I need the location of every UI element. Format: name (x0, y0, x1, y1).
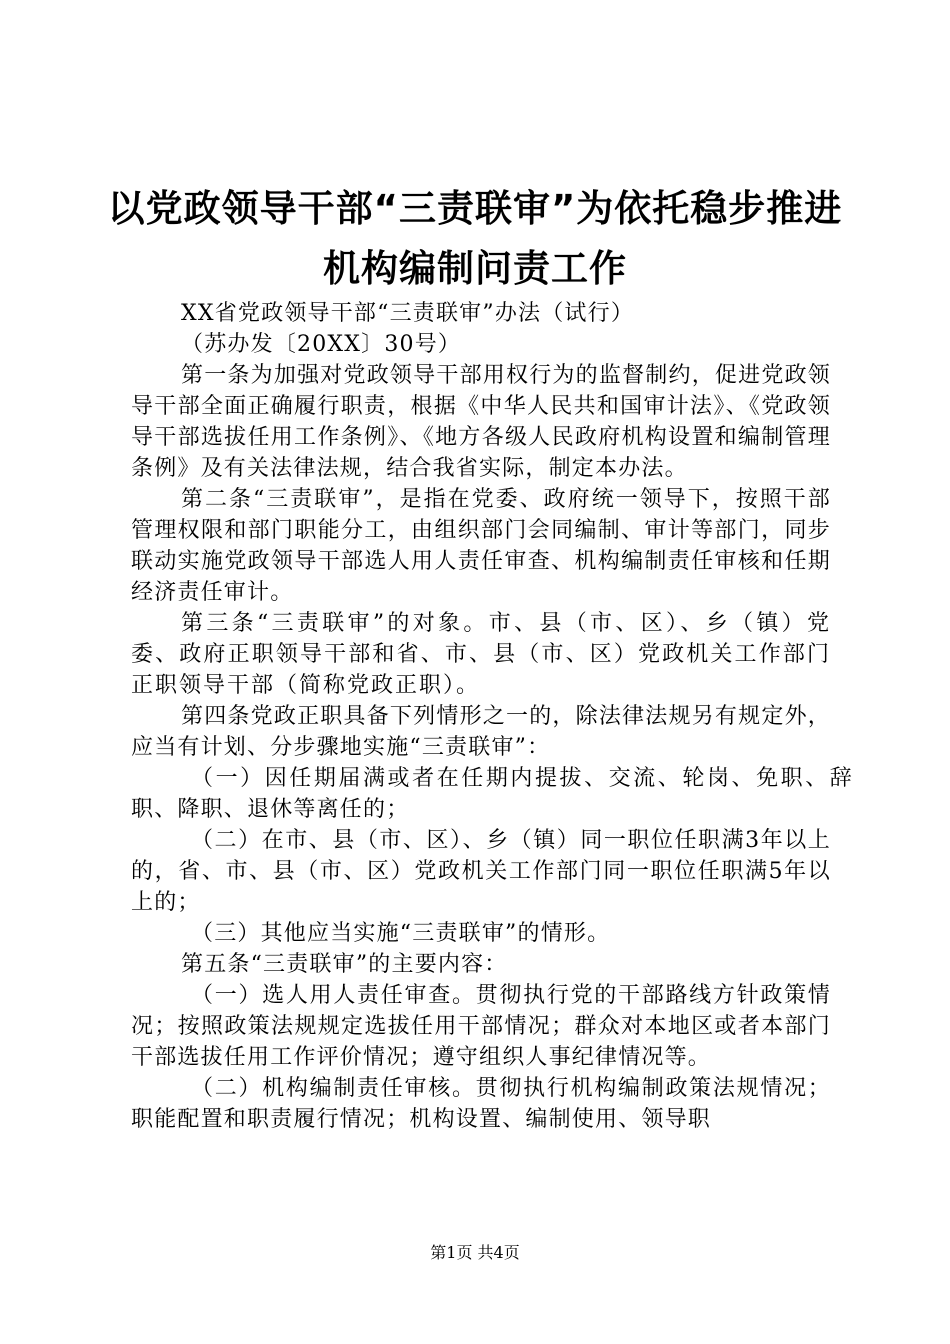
article-5-item-2: （二）机构编制责任审核。贯彻执行机构编制政策法规情况；职能配置和职责履行情况；机构设置、编制使用、领导职 (131, 1076, 831, 1132)
regulation-name: XX省党政领导干部“三责联审”办法（试行） (181, 301, 635, 326)
document-body (131, 298, 853, 1135)
document-number: （苏办发〔20XX〕30号） (181, 332, 462, 357)
document-title-line-1: 以党政领导干部“三责联审”为依托稳步推进 (107, 187, 843, 230)
article-4: 第四条党政正职具备下列情形之一的，除法律法规另有规定外，应当有计划、分步骤地实施“三责联审”： (131, 704, 831, 760)
document-title-line-2: 机构编制问责工作 (323, 247, 627, 290)
article-5-item-1: （一）选人用人责任审查。贯彻执行党的干部路线方针政策情况；按照政策法规规定选拔任用干部情况；群众对本地区或者本部门干部选拔任用工作评价情况；遵守组织人事纪律情况等。 (131, 983, 831, 1070)
article-4-item-1: （一）因任期届满或者在任期内提拔、交流、轮岗、免职、辞职、降职、退休等离任的； (131, 766, 853, 822)
page-footer: 第1页 共4页 (430, 1243, 520, 1262)
article-5: 第五条“三责联审”的主要内容： (181, 952, 508, 977)
article-2: 第二条“三责联审”，是指在党委、政府统一领导下，按照干部管理权限和部门职能分工，由组织部门会同编制、审计等部门，同步联动实施党政领导干部选人用人责任审查、机构编制责任审核和任期经济责任审计。 (131, 487, 831, 605)
article-1: 第一条为加强对党政领导干部用权行为的监督制约，促进党政领导干部全面正确履行职责，根据《中华人民共和国审计法》、《党政领导干部选拔任用工作条例》、《地方各级人民政府机构设置和编制管理条例》及有关法律法规，结合我省实际，制定本办法。 (131, 363, 831, 481)
article-3: 第三条“三责联审”的对象。市、县（市、区）、乡（镇）党委、政府正职领导干部和省、市、县（市、区）党政机关工作部门正职领导干部（简称党政正职）。 (131, 611, 831, 698)
article-4-item-2: （二）在市、县（市、区）、乡（镇）同一职位任职满3年以上的，省、市、县（市、区）党政机关工作部门同一职位任职满5年以上的； (131, 828, 831, 915)
article-4-item-3: （三）其他应当实施“三责联审”的情形。 (191, 921, 611, 946)
